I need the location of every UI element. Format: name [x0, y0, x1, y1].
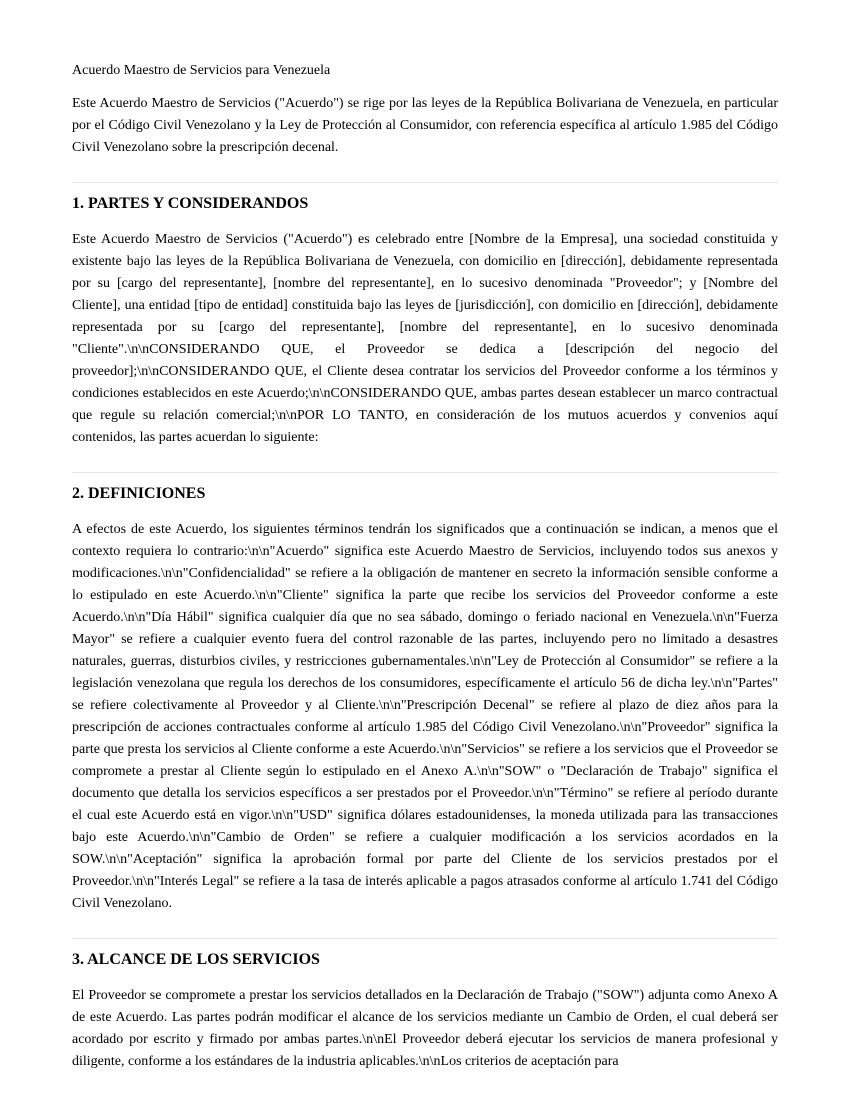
document-title: Acuerdo Maestro de Servicios para Venezuela: [72, 63, 331, 78]
section-body-alcance: El Proveedor se compromete a prestar los servicios detallados en la Declaración de Trabajo ("SOW") adjunta como Anexo A de este Acuerdo. Las partes podrán modificar el alcance de los servicios mediante un Cambio de Orden, el cual deberá ser acordado por escrito y firmado por ambas partes.\n\nEl Proveedor deberá ejecutar los servicios de manera profesional y diligente, conforme a los estándares de la industria aplicables.\n\nLos criterios de aceptación para: [72, 988, 778, 1069]
section-divider: [72, 182, 778, 183]
section-divider: [72, 938, 778, 939]
section-body-definiciones: A efectos de este Acuerdo, los siguientes términos tendrán los significados que a continuación se indican, a menos que el contexto requiera lo contrario:\n\n"Acuerdo" significa este Acuerdo Maestro de Servicios, incluyendo todos sus anexos y modificaciones.\n\n"Confidencialidad" se refiere a la obligación de mantener en secreto la información sensible conforme a lo estipulado en este Acuerdo.\n\n"Cliente" significa la parte que recibe los servicios del Proveedor conforme a este Acuerdo.\n\n"Día Hábil" significa cualquier día que no sea sábado, domingo o feriado nacional en Venezuela.\n\n"Fuerza Mayor" se refiere a cualquier evento fuera del control razonable de las partes, incluyendo pero no limitado a desastres naturales, guerras, disturbios civiles, y restricciones gubernamentales.\n\n"Ley de Protección al Consumidor" se refiere a la legislación venezolana que regula los derechos de los consumidores, específicamente el artículo 56 de dicha ley.\n\n"Partes" se refiere colectivamente al Proveedor y al Cliente.\n\n"Prescripción Decenal" se refiere al plazo de diez años para la prescripción de acciones contractuales conforme al artículo 1.985 del Código Civil Venezolano.\n\n"Proveedor" significa la parte que presta los servicios al Cliente conforme a este Acuerdo.\n\n"Servicios" se refiere a los servicios que el Proveedor se compromete a prestar al Cliente según lo estipulado en el Anexo A.\n\n"SOW" o "Declaración de Trabajo" significa el documento que detalla los servicios específicos a ser prestados por el Proveedor.\n\n"Término" se refiere al período durante el cual este Acuerdo está en vigor.\n\n"USD" significa dólares estadounidenses, la moneda utilizada para las transacciones bajo este Acuerdo.\n\n"Cambio de Orden" se refiere a cualquier modificación a los servicios acordados en la SOW.\n\n"Aceptación" significa la aprobación formal por parte del Cliente de los servicios prestados por el Proveedor.\n\n"Interés Legal" se refiere a la tasa de interés aplicable a pagos atrasados conforme al artículo 1.741 del Código Civil Venezolano.: [72, 522, 778, 911]
section-heading-definiciones: 2. DEFINICIONES: [72, 485, 206, 502]
section-body-partes: Este Acuerdo Maestro de Servicios ("Acuerdo") es celebrado entre [Nombre de la Empresa], una sociedad constituida y existente bajo las leyes de la República Bolivariana de Venezuela, con domicilio en [dirección], debidamente representada por su [cargo del representante], [nombre del representante], en lo sucesivo denominada "Proveedor"; y [Nombre del Cliente], una entidad [tipo de entidad] constituida bajo las leyes de [jurisdicción], con domicilio en [dirección], debidamente representada por su [cargo del representante], [nombre del representante], en lo sucesivo denominada "Cliente".\n\nCONSIDERANDO QUE, el Proveedor se dedica a [descripción del negocio del proveedor];\n\nCONSIDERANDO QUE, el Cliente desea contratar los servicios del Proveedor conforme a los términos y condiciones establecidos en este Acuerdo;\n\nCONSIDERANDO QUE, ambas partes desean establecer un marco contractual que regule su relación comercial;\n\nPOR LO TANTO, en consideración de los mutuos acuerdos y convenios aquí contenidos, las partes acuerdan lo siguiente:: [72, 232, 778, 445]
intro-paragraph: Este Acuerdo Maestro de Servicios ("Acuerdo") se rige por las leyes de la República Bolivariana de Venezuela, en particular por el Código Civil Venezolano y la Ley de Protección al Consumidor, con referencia específica al artículo 1.985 del Código Civil Venezolano sobre la prescripción decenal.: [72, 96, 778, 155]
section-heading-partes: 1. PARTES Y CONSIDERANDOS: [72, 195, 309, 212]
section-heading-alcance: 3. ALCANCE DE LOS SERVICIOS: [72, 951, 320, 968]
document-page: [72, 60, 778, 1073]
section-divider: [72, 472, 778, 473]
